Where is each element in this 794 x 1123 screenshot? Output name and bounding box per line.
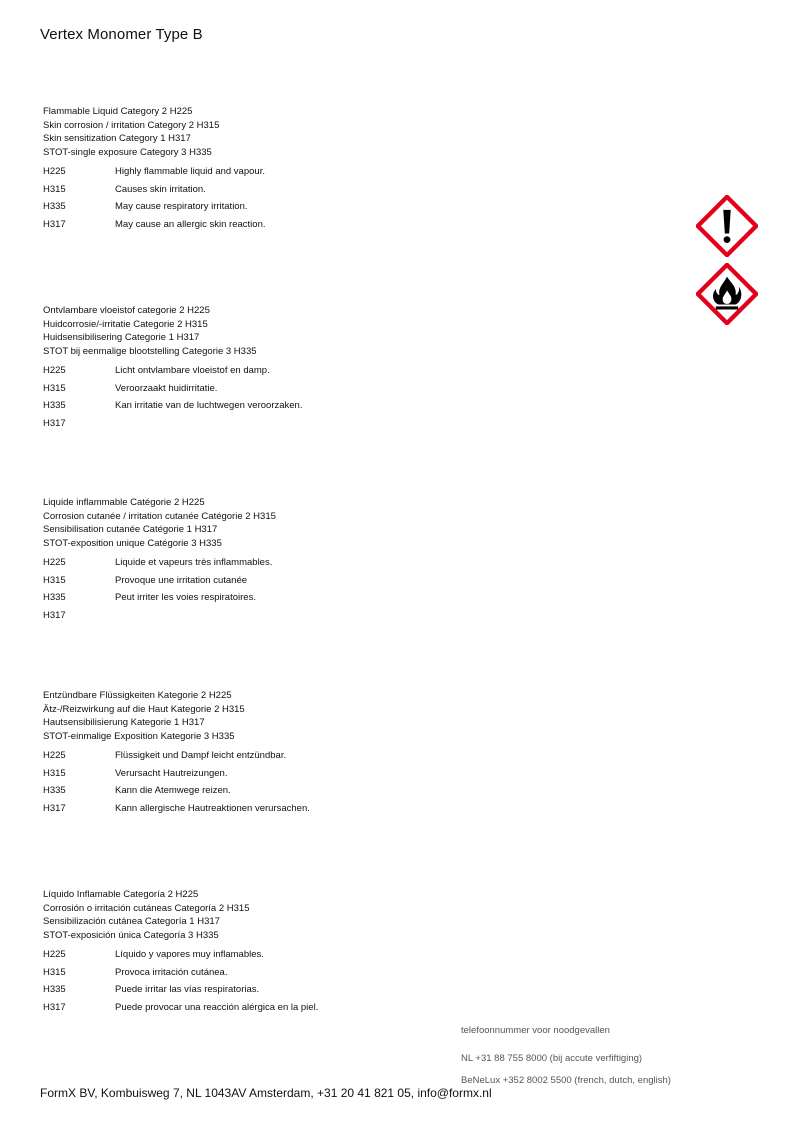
classification-line: Ontvlambare vloeistof categorie 2 H225 (43, 305, 210, 316)
h-text: Líquido y vapores muy inflamables. (115, 949, 264, 960)
h-text: Highly flammable liquid and vapour. (115, 166, 265, 177)
h-text: Puede provocar una reacción alérgica en la piel. (115, 1001, 319, 1013)
h-code: H335 (43, 201, 66, 212)
classification-line: Liquide inflammable Catégorie 2 H225 (43, 497, 205, 508)
emergency-contact (461, 1025, 671, 1092)
classification-line: STOT-exposition unique Catégorie 3 H335 (43, 537, 222, 549)
hazard-section-dutch (43, 304, 663, 432)
hazard-statement-row (43, 181, 663, 199)
footer-address: FormX BV, Kombuisweg 7, NL 1043AV Amsterdam, +31 20 41 821 05, info@formx.nl (40, 1086, 492, 1100)
h-code: H317 (43, 1001, 66, 1013)
hazard-statement-row (43, 981, 663, 999)
classification-line: Ätz-/Reizwirkung auf die Haut Kategorie 2 H315 (43, 703, 245, 715)
h-text: Kann die Atemwege reizen. (115, 785, 231, 796)
hazard-statement-row (43, 554, 663, 572)
classification-line: Huidsensibilisering Categorie 1 H317 (43, 332, 200, 343)
h-code: H317 (43, 802, 66, 814)
hazard-statement-list (43, 362, 663, 432)
hazard-statement-row (43, 362, 663, 380)
hazard-section-spanish (43, 888, 663, 1016)
h-code: H315 (43, 966, 66, 978)
h-code: H317 (43, 609, 66, 621)
h-code: H225 (43, 365, 66, 376)
hazard-statement-row (43, 572, 663, 590)
h-code: H317 (43, 417, 66, 429)
hazard-statement-row (43, 964, 663, 982)
hazard-statement-row (43, 216, 663, 234)
hazard-statement-row (43, 747, 663, 765)
hazard-statement-list (43, 946, 663, 1016)
h-code: H315 (43, 382, 66, 394)
hazard-statement-row (43, 198, 663, 216)
emergency-heading: telefoonnummer voor noodgevallen (461, 1025, 610, 1036)
h-text: Peut irriter les voies respiratoires. (115, 592, 256, 603)
h-code: H225 (43, 166, 66, 177)
h-code: H335 (43, 984, 66, 995)
h-text: May cause respiratory irritation. (115, 201, 248, 212)
hazard-section-german (43, 689, 663, 817)
h-text: Puede irritar las vías respiratorias. (115, 984, 260, 995)
hazard-section-english (43, 105, 663, 233)
hazard-statement-row (43, 999, 663, 1017)
hazard-statement-row (43, 765, 663, 783)
classification-line: Huidcorrosie/-irritatie Categorie 2 H315 (43, 318, 208, 330)
classification-line: Corrosion cutanée / irritation cutanée Catégorie 2 H315 (43, 510, 276, 522)
h-code: H315 (43, 767, 66, 779)
hazard-statement-row (43, 589, 663, 607)
h-code: H225 (43, 557, 66, 568)
classification-line: Skin corrosion / irritation Category 2 H315 (43, 119, 220, 131)
h-text: Kan irritatie van de luchtwegen veroorzaken. (115, 400, 303, 411)
h-text: Liquide et vapeurs très inflammables. (115, 557, 273, 568)
h-text: Verursacht Hautreizungen. (115, 767, 228, 779)
h-text: May cause an allergic skin reaction. (115, 218, 266, 230)
h-text: Provoque une irritation cutanée (115, 574, 248, 586)
h-text: Kann allergische Hautreaktionen verursachen. (115, 802, 310, 814)
classification-line: Entzündbare Flüssigkeiten Kategorie 2 H225 (43, 690, 232, 701)
classification-line: Flammable Liquid Category 2 H225 (43, 106, 193, 117)
hazard-statement-row (43, 607, 663, 625)
classification-line: STOT-exposición única Categoría 3 H335 (43, 929, 219, 941)
h-text: Provoca irritación cutánea. (115, 966, 228, 978)
hazard-statement-row (43, 782, 663, 800)
classification-line: Skin sensitization Category 1 H317 (43, 133, 191, 144)
classification-line: Sensibilisation cutanée Catégorie 1 H317 (43, 524, 218, 535)
ghs-pictograms (696, 195, 758, 331)
h-code: H315 (43, 183, 66, 195)
h-text: Flüssigkeit und Dampf leicht entzündbar. (115, 750, 287, 761)
classification-line: Sensibilización cutánea Categoría 1 H317 (43, 916, 220, 927)
flame-icon (696, 263, 758, 325)
hazard-section-french (43, 496, 663, 624)
classification-line: STOT bij eenmalige blootstelling Categorie 3 H335 (43, 345, 257, 357)
emergency-line: NL +31 88 755 8000 (bij accute verfiftiging) (461, 1053, 643, 1064)
classification-line: STOT-single exposure Category 3 H335 (43, 146, 212, 158)
h-text: Causes skin irritation. (115, 183, 206, 195)
hazard-statement-list (43, 163, 663, 233)
classification-line: STOT-einmalige Exposition Kategorie 3 H335 (43, 730, 235, 742)
classification-line: Corrosión o irritación cutáneas Categoría 2 H315 (43, 902, 250, 914)
hazard-statement-row (43, 397, 663, 415)
emergency-line: BeNeLux +352 8002 5500 (french, dutch, english) (461, 1075, 671, 1086)
h-text: Veroorzaakt huidirritatie. (115, 382, 218, 394)
hazard-statement-row (43, 415, 663, 433)
h-code: H335 (43, 400, 66, 411)
hazard-statement-row (43, 380, 663, 398)
document-title: Vertex Monomer Type B (40, 26, 203, 43)
h-code: H335 (43, 785, 66, 796)
h-code: H225 (43, 750, 66, 761)
hazard-statement-list (43, 747, 663, 817)
hazard-statement-row (43, 946, 663, 964)
hazard-statement-row (43, 163, 663, 181)
classification-line: Líquido Inflamable Categoría 2 H225 (43, 889, 199, 900)
h-code: H225 (43, 949, 66, 960)
h-code: H315 (43, 574, 66, 586)
hazard-statement-row (43, 800, 663, 818)
h-code: H335 (43, 592, 66, 603)
classification-line: Hautsensibilisierung Kategorie 1 H317 (43, 717, 205, 728)
exclamation-mark-icon (696, 195, 758, 257)
h-text: Licht ontvlambare vloeistof en damp. (115, 365, 270, 376)
hazard-statement-list (43, 554, 663, 624)
h-code: H317 (43, 218, 66, 230)
